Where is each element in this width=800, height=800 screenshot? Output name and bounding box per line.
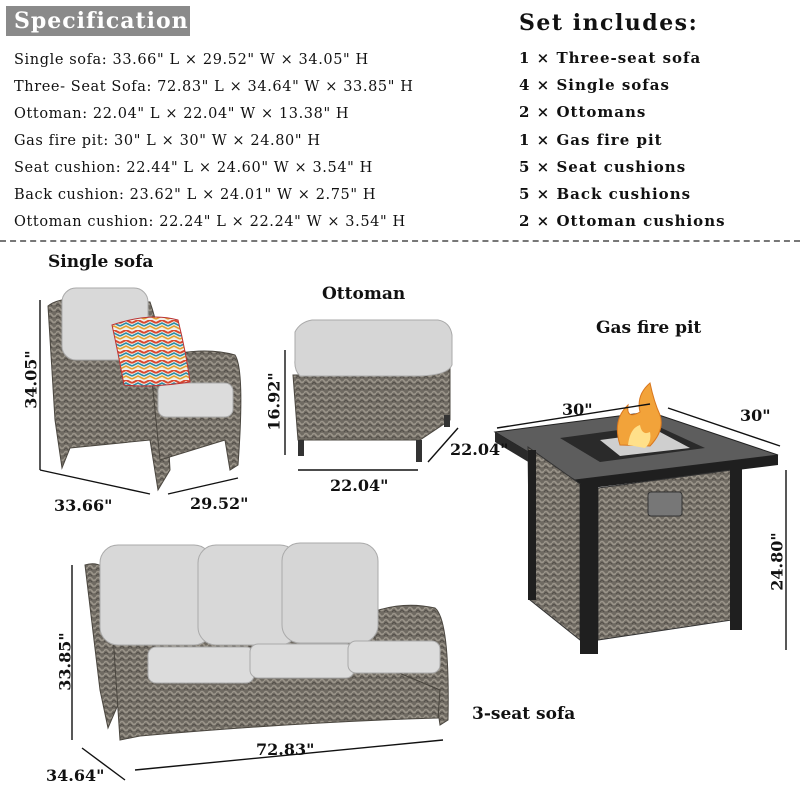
set-item: 2 × Ottomans bbox=[519, 103, 647, 121]
fire-pit-illustration bbox=[495, 383, 778, 654]
spec-line: Seat cushion: 22.44" L × 24.60" W × 3.54" H bbox=[14, 160, 373, 176]
fire-pit-width: 30" bbox=[740, 406, 771, 425]
set-item: 1 × Gas fire pit bbox=[519, 131, 663, 149]
spec-line: Back cushion: 23.62" L × 24.01" W × 2.75" H bbox=[14, 187, 377, 203]
three-seat-length: 72.83" bbox=[256, 740, 315, 759]
single-sofa-length: 33.66" bbox=[54, 496, 113, 515]
single-sofa-width: 29.52" bbox=[190, 494, 249, 513]
spec-line: Three- Seat Sofa: 72.83" L × 34.64" W × 33.85" H bbox=[14, 79, 414, 95]
ottoman-height: 16.92" bbox=[264, 372, 284, 431]
ottoman-label: Ottoman bbox=[322, 284, 406, 304]
set-item: 1 × Three-seat sofa bbox=[519, 49, 702, 67]
fire-pit-length: 30" bbox=[562, 400, 593, 419]
three-seat-height: 33.85" bbox=[55, 632, 75, 691]
ottoman-length: 22.04" bbox=[330, 476, 389, 495]
single-sofa-illustration bbox=[48, 288, 241, 490]
spec-line: Ottoman cushion: 22.24" L × 22.24" W × 3.54" H bbox=[14, 214, 406, 230]
spec-line: Gas fire pit: 30" L × 30" W × 24.80" H bbox=[14, 133, 321, 149]
ottoman-illustration bbox=[293, 320, 452, 462]
set-item: 4 × Single sofas bbox=[519, 76, 670, 94]
ottoman-width: 22.04" bbox=[450, 440, 509, 459]
three-seat-sofa-label: 3-seat sofa bbox=[472, 704, 576, 724]
spec-line: Ottoman: 22.04" L × 22.04" W × 13.38" H bbox=[14, 106, 350, 122]
specification-title: Specification: bbox=[6, 6, 190, 36]
single-sofa-height: 34.05" bbox=[21, 350, 41, 409]
three-seat-sofa-illustration bbox=[85, 543, 448, 740]
fire-pit-height: 24.80" bbox=[767, 532, 787, 591]
set-item: 5 × Seat cushions bbox=[519, 158, 687, 176]
spec-line: Single sofa: 33.66" L × 29.52" W × 34.05" H bbox=[14, 52, 369, 68]
set-includes-title: Set includes: bbox=[519, 10, 699, 36]
fire-pit-label: Gas fire pit bbox=[596, 318, 702, 338]
set-item: 2 × Ottoman cushions bbox=[519, 212, 726, 230]
single-sofa-label: Single sofa bbox=[48, 252, 154, 272]
three-seat-width: 34.64" bbox=[46, 766, 105, 785]
set-item: 5 × Back cushions bbox=[519, 185, 692, 203]
